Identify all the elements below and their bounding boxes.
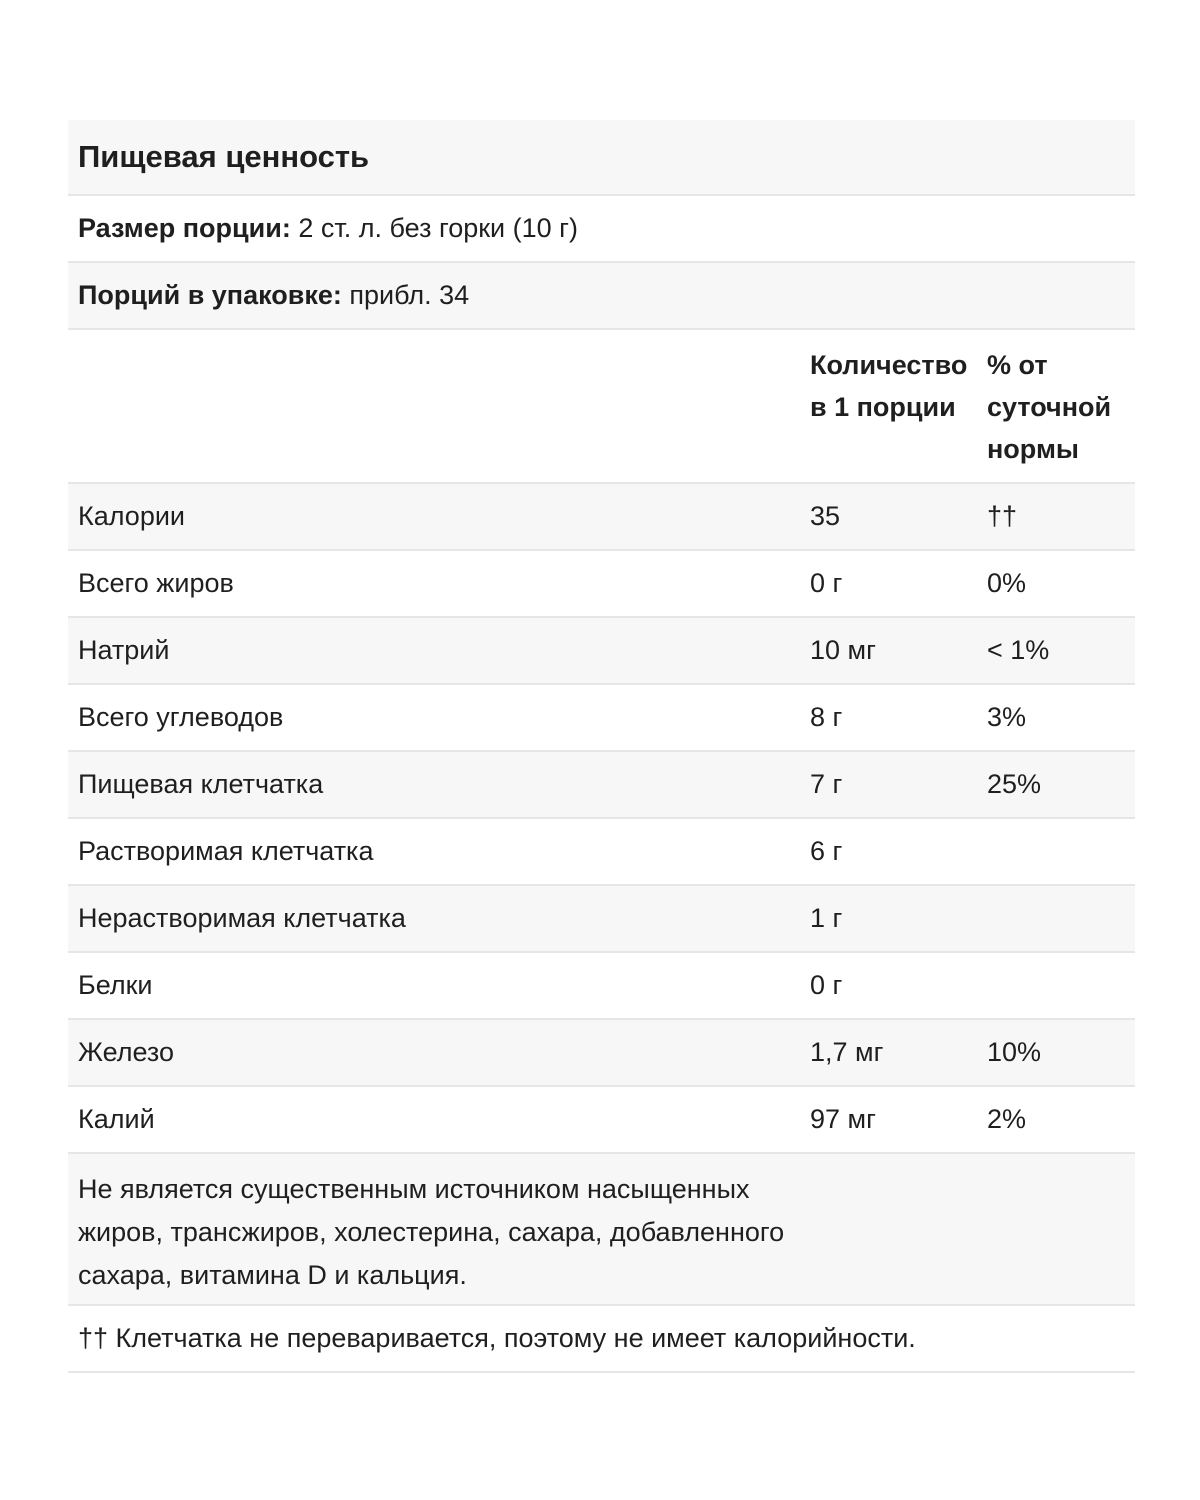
column-header-row: [68, 330, 1135, 484]
table-row: [68, 1087, 1135, 1154]
servings-label: Порций в упаковке:: [78, 280, 342, 310]
servings-per-container-row: [68, 263, 1135, 330]
table-row: [68, 953, 1135, 1020]
table-row: [68, 618, 1135, 685]
nutrient-daily-value: 10%: [987, 1037, 1042, 1067]
nutrition-facts-table: [68, 120, 1135, 1373]
nutrient-name: Калий: [78, 1104, 155, 1134]
table-row: [68, 551, 1135, 618]
nutrient-name: Пищевая клетчатка: [78, 769, 324, 799]
nutrient-daily-value: 3%: [987, 702, 1027, 732]
nutrient-amount: 0 г: [810, 568, 843, 598]
servings-value: прибл. 34: [349, 280, 470, 310]
nutrient-daily-value: 0%: [987, 568, 1027, 598]
serving-size-row: [68, 196, 1135, 263]
nutrient-amount: 7 г: [810, 769, 843, 799]
header-daily-value: % от суточной нормы: [987, 350, 1112, 464]
nutrient-name: Железо: [78, 1037, 174, 1067]
note-row: [68, 1154, 1135, 1306]
nutrient-name: Натрий: [78, 635, 170, 665]
table-row: [68, 484, 1135, 551]
table-row: [68, 685, 1135, 752]
table-row: [68, 752, 1135, 819]
table-row: [68, 1020, 1135, 1087]
nutrient-amount: 1,7 мг: [810, 1037, 884, 1067]
footnote-row: [68, 1306, 1135, 1373]
nutrient-name: Белки: [78, 970, 153, 1000]
nutrient-amount: 10 мг: [810, 635, 876, 665]
nutrient-name: Калории: [78, 501, 185, 531]
note-text: Не является существенным источником насыщенных жиров, трансжиров, холестерина, сахара, добавленного сахара, витамина D и кальция.: [78, 1174, 785, 1290]
nutrient-daily-value: < 1%: [987, 635, 1050, 665]
nutrient-name: Нерастворимая клетчатка: [78, 903, 406, 933]
table-row: [68, 886, 1135, 953]
nutrient-amount: 1 г: [810, 903, 843, 933]
nutrient-amount: 6 г: [810, 836, 843, 866]
header-amount: Количество в 1 порции: [810, 350, 968, 422]
nutrient-name: Растворимая клетчатка: [78, 836, 374, 866]
nutrient-daily-value: ††: [987, 501, 1018, 531]
footnote-text: †† Клетчатка не переваривается, поэтому не имеет калорийности.: [78, 1323, 916, 1353]
nutrient-daily-value: 2%: [987, 1104, 1027, 1134]
nutrient-name: Всего жиров: [78, 568, 234, 598]
nutrient-amount: 35: [810, 501, 841, 531]
serving-size-value: 2 ст. л. без горки (10 г): [298, 213, 578, 243]
nutrient-amount: 97 мг: [810, 1104, 876, 1134]
table-row: [68, 819, 1135, 886]
table-title: [68, 120, 1135, 196]
nutrient-name: Всего углеводов: [78, 702, 284, 732]
title-text: Пищевая ценность: [78, 139, 370, 174]
serving-size-label: Размер порции:: [78, 213, 291, 243]
nutrient-daily-value: 25%: [987, 769, 1042, 799]
nutrient-amount: 0 г: [810, 970, 843, 1000]
nutrient-amount: 8 г: [810, 702, 843, 732]
